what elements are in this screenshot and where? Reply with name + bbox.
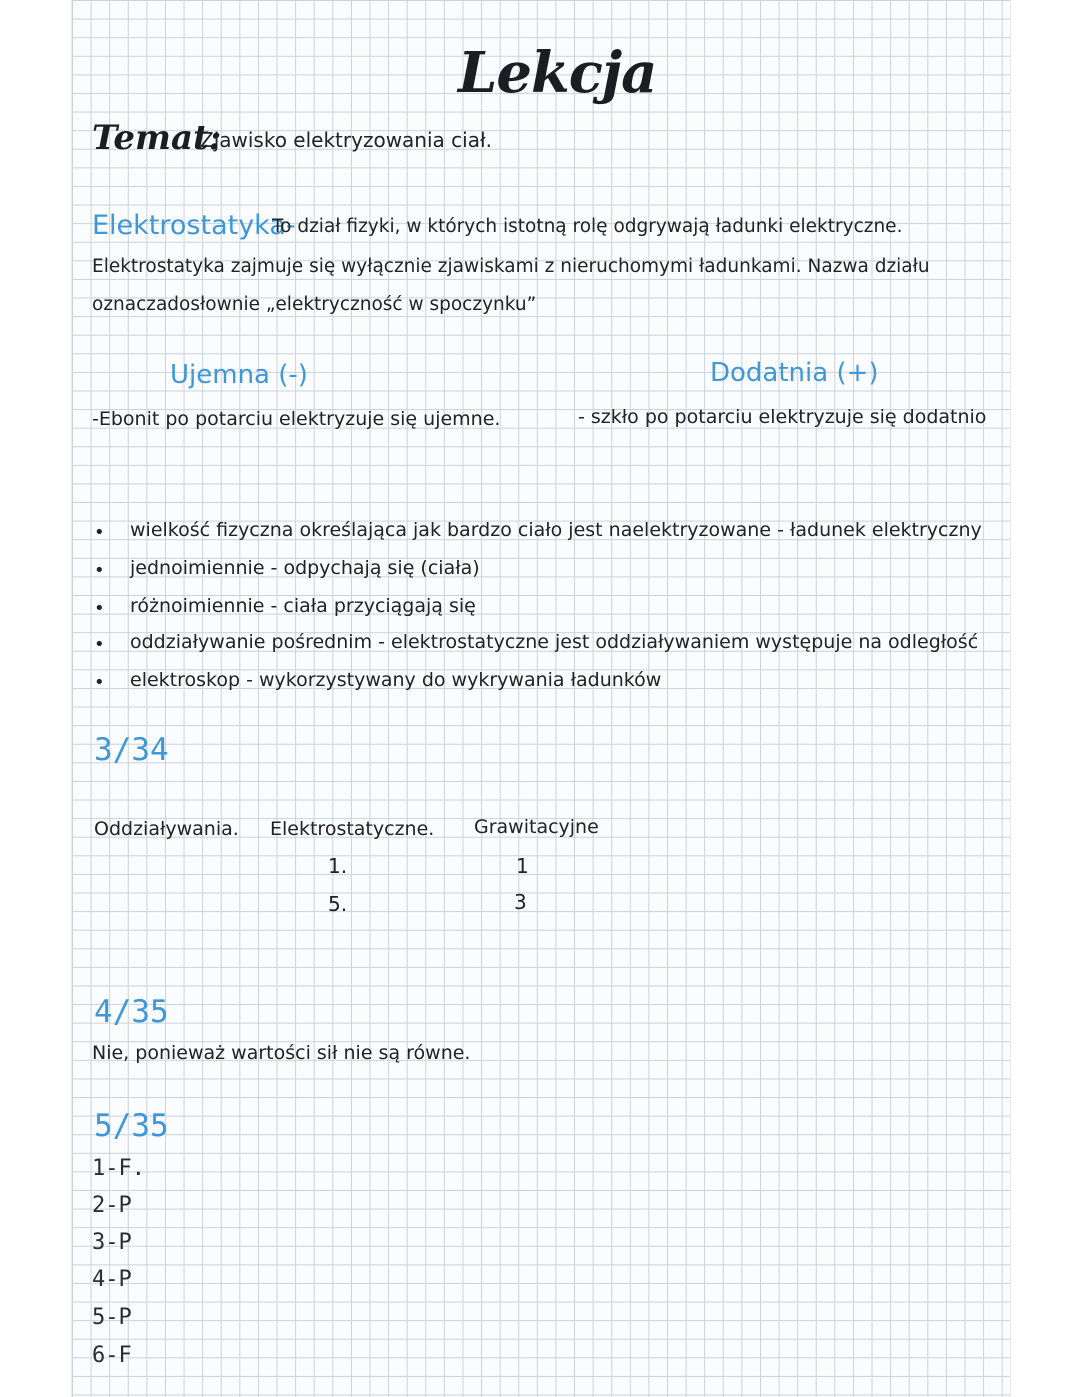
list-item: 3-P [92,1230,132,1255]
bullet-icon: • [94,672,105,693]
table-cell: 1 [516,854,529,878]
exercise-answer: Nie, ponieważ wartości sił nie są równe. [92,1042,471,1064]
bullet-icon: • [94,634,105,655]
list-item: jednoimiennie - odpychają się (ciała) [130,557,480,579]
table-cell: 5. [328,892,348,916]
exercise-number-3-34: 3/34 [94,732,169,768]
list-item: oddziaływanie pośrednim - elektrostatyczne jest oddziaływaniem występuje na odległość [130,631,979,653]
list-item: 6-F [92,1343,132,1368]
definition-line: To dział fizyki, w których istotną rolę odgrywają ładunki elektryczne. [272,216,903,237]
definition-line: oznaczadosłownie „elektryczność w spoczynku” [92,294,537,315]
definition-term: Elektrostatyka- [92,210,296,241]
definition-line: Elektrostatyka zajmuje się wyłącznie zjawiskami z nieruchomymi ładunkami. Nazwa działu [92,256,930,277]
bullet-icon: • [94,560,105,581]
negative-charge-heading: Ujemna (-) [170,360,308,390]
positive-charge-heading: Dodatnia (+) [710,358,879,388]
table-header-gravitational: Grawitacyjne [474,816,599,838]
table-cell: 1. [328,854,348,878]
exercise-number-4-35: 4/35 [94,994,169,1030]
exercise-number-5-35: 5/35 [94,1108,169,1144]
list-item: 1-F. [92,1156,145,1181]
positive-charge-text: - szkło po potarciu elektryzuje się dodatnio [578,406,987,428]
list-item: 4-P [92,1267,132,1292]
bullet-icon: • [94,522,105,543]
table-row-label: Oddziaływania. [94,818,239,840]
topic-text: Zjawisko elektryzowania ciał. [200,128,493,152]
table-cell: 3 [514,890,527,914]
list-item: wielkość fizyczna określająca jak bardzo ciało jest naelektryzowane - ładunek elektryczny [130,519,982,541]
list-item: elektroskop - wykorzystywany do wykrywania ładunków [130,669,662,691]
list-item: różnoimiennie - ciała przyciągają się [130,595,476,617]
list-item: 2-P [92,1193,132,1218]
negative-charge-text: -Ebonit po potarciu elektryzuje się ujemne. [92,408,501,430]
topic-label: Temat: [92,118,222,158]
table-header-electrostatic: Elektrostatyczne. [270,818,435,840]
page-title: Lekcja [458,40,657,106]
list-item: 5-P [92,1305,132,1330]
bullet-icon: • [94,598,105,619]
